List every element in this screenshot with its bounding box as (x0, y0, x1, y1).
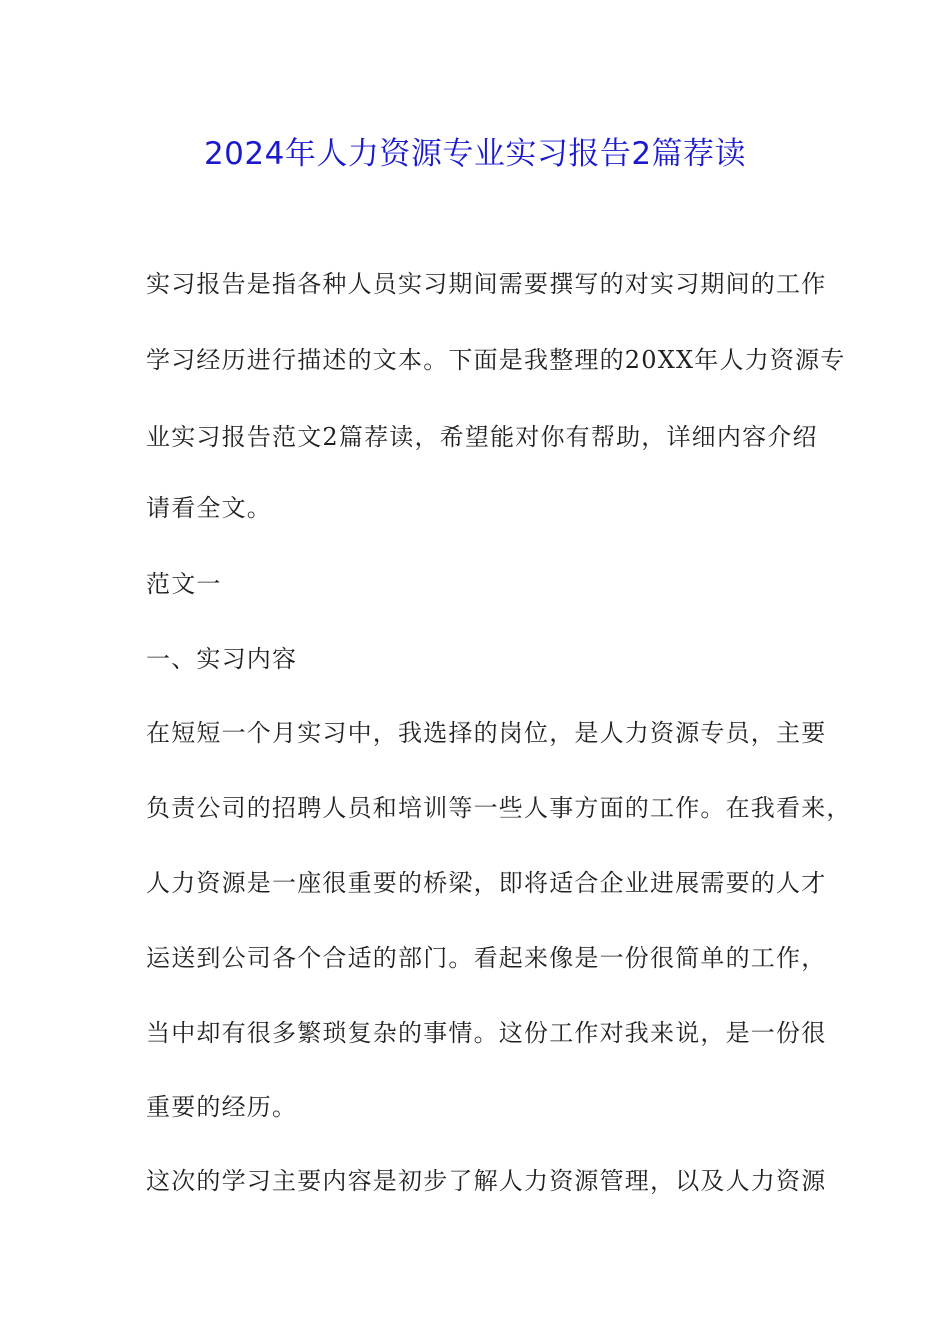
section-heading: 范文一 (146, 570, 222, 598)
paragraph-line: 请看全文。 (146, 494, 272, 522)
paragraph-line: 人力资源是一座很重要的桥梁，即将适合企业进展需要的人才 (146, 869, 827, 897)
paragraph-line: 业实习报告范文2篇荐读，希望能对你有帮助，详细内容介绍 (146, 423, 818, 451)
paragraph-line: 运送到公司各个合适的部门。看起来像是一份很简单的工作， (146, 944, 827, 972)
paragraph-line: 当中却有很多繁琐复杂的事情。这份工作对我来说，是一份很 (146, 1019, 827, 1047)
document-title: 2024年人力资源专业实习报告2篇荐读 (203, 136, 747, 172)
paragraph-line: 负责公司的招聘人员和培训等一些人事方面的工作。在我看来， (146, 794, 852, 822)
paragraph-line: 学习经历进行描述的文本。下面是我整理的20XX年人力资源专 (146, 346, 846, 374)
paragraph-line: 在短短一个月实习中，我选择的岗位，是人力资源专员，主要 (146, 719, 827, 747)
paragraph-line: 实习报告是指各种人员实习期间需要撰写的对实习期间的工作 (146, 270, 827, 298)
subsection-heading: 一、实习内容 (146, 645, 298, 673)
paragraph-line: 重要的经历。 (146, 1093, 298, 1121)
paragraph-line: 这次的学习主要内容是初步了解人力资源管理，以及人力资源 (146, 1167, 827, 1195)
